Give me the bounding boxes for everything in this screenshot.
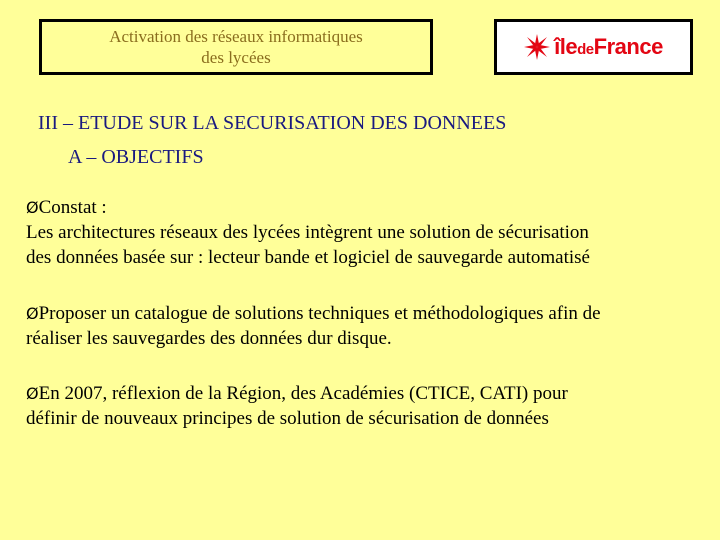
title-line-2: des lycées <box>201 48 271 67</box>
bullet-constat <box>26 195 706 270</box>
section-heading: III – ETUDE SUR LA SECURISATION DES DONNEES <box>38 112 507 134</box>
bullet-line: réaliser les sauvegardes des données dur disque. <box>26 328 392 349</box>
logo-middle: de <box>577 41 594 58</box>
bullet-reflexion <box>26 381 706 431</box>
bullet-text: En 2007, réflexion de la Région, des Académies (CTICE, CATI) pour <box>38 383 568 404</box>
logo-suffix: France <box>593 34 663 59</box>
logo-wordmark <box>554 34 663 60</box>
bullet-line: Les architectures réseaux des lycées intègrent une solution de sécurisation <box>26 222 589 243</box>
star-icon <box>524 34 550 60</box>
bullet-line <box>26 301 706 326</box>
arrow-bullet-icon: Ø <box>26 384 39 403</box>
bullet-line <box>26 381 706 406</box>
title-line-1: Activation des réseaux informatiques <box>109 27 363 46</box>
bullet-text: Proposer un catalogue de solutions techniques et méthodologiques afin de <box>38 303 601 324</box>
bullet-line <box>26 195 706 220</box>
ile-de-france-logo <box>494 19 693 75</box>
bullet-text: Constat : <box>38 197 107 218</box>
bullet-proposer <box>26 301 706 351</box>
bullet-line: des données basée sur : lecteur bande et logiciel de sauvegarde automatisé <box>26 247 590 268</box>
logo-prefix: île <box>554 34 578 59</box>
arrow-bullet-icon: Ø <box>26 304 39 323</box>
arrow-bullet-icon: Ø <box>26 198 39 217</box>
bullet-line: définir de nouveaux principes de solution de sécurisation de données <box>26 408 549 429</box>
presentation-title-box <box>39 19 433 75</box>
subsection-heading: A – OBJECTIFS <box>68 146 204 168</box>
